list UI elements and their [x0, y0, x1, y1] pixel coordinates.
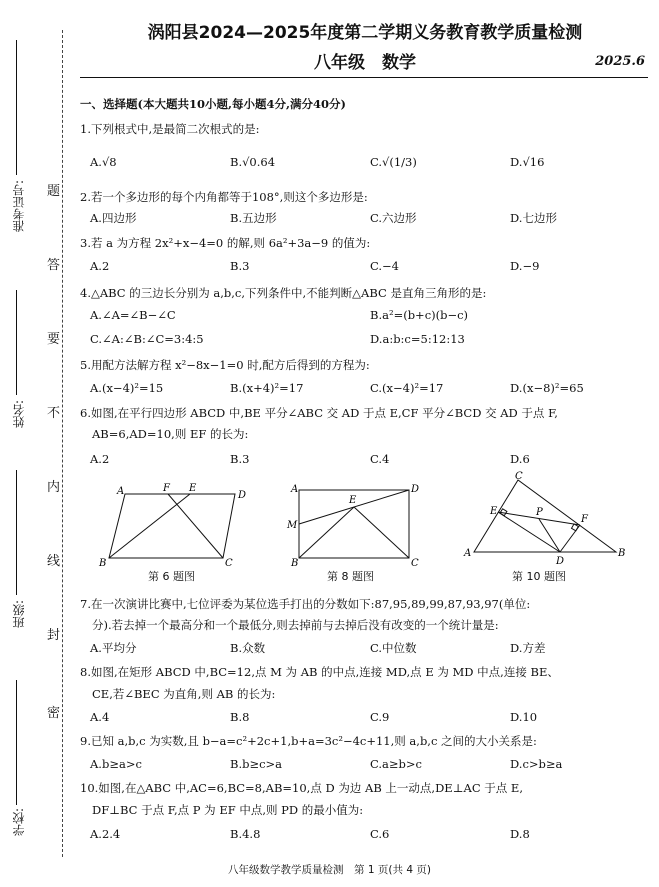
question-option: B.a²=(b+c)(b−c)	[370, 308, 469, 322]
question-option: B.3	[230, 452, 250, 466]
question-option: D.七边形	[510, 211, 557, 225]
label-C: C	[515, 471, 523, 482]
question-option: B.(x+4)²=17	[230, 381, 304, 395]
label-A: A	[464, 548, 472, 559]
question-option: B.五边形	[230, 211, 277, 225]
name-line	[16, 290, 17, 395]
question-option: C.a≥b>c	[370, 757, 422, 771]
seal-char: 线	[47, 548, 60, 571]
question-stem: 1.下列根式中,是最简二次根式的是:	[80, 122, 260, 136]
exam-subtitle: 八年级 数学	[314, 53, 416, 73]
seal-char: 内	[47, 474, 60, 497]
seal-char: 密	[47, 700, 60, 723]
question-stem: 3.若 a 为方程 2x²+x−4=0 的解,则 6a²+3a−9 的值为:	[80, 236, 371, 250]
question-option: D.−9	[510, 259, 540, 273]
question-option: B.8	[230, 710, 250, 724]
question-option: B.3	[230, 259, 250, 273]
question-option: D.c>b≥a	[510, 757, 563, 771]
seal-char: 要	[47, 326, 60, 349]
label-E: E	[349, 495, 357, 506]
exam-no-label: 准考证号:	[12, 180, 26, 233]
label-F: F	[163, 483, 170, 494]
label-D: D	[238, 490, 247, 501]
label-E: E	[189, 483, 197, 494]
question-option: A.2	[90, 259, 110, 273]
question-option: D.a:b:c=5:12:13	[370, 332, 465, 346]
label-C: C	[411, 558, 419, 569]
question-option: C.4	[370, 452, 390, 466]
question-option: A.2.4	[90, 827, 121, 841]
figure-6-caption: 第 6 题图	[148, 570, 195, 583]
question-option: C.(x−4)²=17	[370, 381, 444, 395]
question-option: D.√16	[510, 155, 545, 169]
question-option: C.9	[370, 710, 390, 724]
question-option: B.√0.64	[230, 155, 276, 169]
question-stem: 2.若一个多边形的每个内角都等于108°,则这个多边形是:	[80, 190, 368, 204]
question-option: A.√8	[90, 155, 117, 169]
label-A: A	[291, 484, 299, 495]
question-stem: 8.如图,在矩形 ABCD 中,BC=12,点 M 为 AB 的中点,连接 MD,点 E 为 MD 中点,连接 BE、	[80, 665, 559, 679]
label-B: B	[99, 558, 107, 569]
label-D: D	[556, 556, 565, 567]
figure-10-caption: 第 10 题图	[512, 570, 566, 583]
question-option: D.(x−8)²=65	[510, 381, 584, 395]
question-option: D.方差	[510, 641, 546, 655]
question-option: A.平均分	[90, 641, 137, 655]
class-line	[16, 470, 17, 595]
figure-10	[460, 470, 635, 570]
question-option: D.8	[510, 827, 530, 841]
question-option: C.6	[370, 827, 390, 841]
question-option: A.b≥a>c	[90, 757, 142, 771]
question-option: A.4	[90, 710, 110, 724]
figure-6	[95, 480, 255, 570]
label-B: B	[618, 548, 626, 559]
page-footer: 八年级数学教学质量检测 第 1 页(共 4 页)	[228, 864, 431, 876]
header-rule	[80, 77, 648, 78]
label-E: E	[490, 506, 498, 517]
exam-no-line	[16, 40, 17, 175]
question-option: A.2	[90, 452, 110, 466]
figure-8	[285, 480, 435, 570]
question-stem: 7.在一次演讲比赛中,七位评委为某位选手打出的分数如下:87,95,89,99,87,93,97(单位:	[80, 597, 531, 611]
question-option: C.∠A:∠B:∠C=3:4:5	[90, 332, 204, 346]
question-stem: 9.已知 a,b,c 为实数,且 b−a=c²+2c+1,b+a=3c²−4c+11,则 a,b,c 之间的大小关系是:	[80, 734, 537, 748]
label-D: D	[411, 484, 420, 495]
question-stem: 4.△ABC 的三边长分别为 a,b,c,下列条件中,不能判断△ABC 是直角三角形的是:	[80, 286, 487, 300]
question-stem-cont: DF⊥BC 于点 F,点 P 为 EF 中点,则 PD 的最小值为:	[92, 803, 364, 817]
class-label: 班级:	[12, 600, 26, 629]
label-A: A	[117, 486, 125, 497]
question-option: D.6	[510, 452, 530, 466]
seal-dashed-line	[62, 30, 63, 857]
question-option: C.中位数	[370, 641, 417, 655]
question-option: C.六边形	[370, 211, 417, 225]
question-stem: 10.如图,在△ABC 中,AC=6,BC=8,AB=10,点 D 为边 AB 上一动点,DE⊥AC 于点 E,	[80, 781, 523, 795]
binding-margin	[0, 0, 90, 887]
label-C: C	[225, 558, 233, 569]
exam-date: 2025.6	[595, 54, 645, 69]
question-stem-cont: 分).若去掉一个最高分和一个最低分,则去掉前与去掉后没有改变的一个统计量是:	[92, 618, 499, 632]
exam-title: 涡阳县2024—2025年度第二学期义务教育教学质量检测	[147, 23, 583, 43]
question-option: C.√(1/3)	[370, 155, 417, 169]
label-M: M	[287, 520, 298, 531]
question-option: A.∠A=∠B−∠C	[90, 308, 176, 322]
seal-char: 题	[47, 178, 60, 201]
question-option: A.四边形	[90, 211, 137, 225]
seal-char: 答	[47, 252, 60, 275]
seal-char: 不	[47, 400, 60, 423]
label-F: F	[581, 514, 588, 525]
name-label: 姓名:	[12, 400, 26, 429]
seal-char: 封	[47, 622, 60, 645]
question-option: D.10	[510, 710, 538, 724]
question-option: B.b≥c>a	[230, 757, 283, 771]
label-B: B	[291, 558, 299, 569]
question-option: C.−4	[370, 259, 399, 273]
question-stem: 6.如图,在平行四边形 ABCD 中,BE 平分∠ABC 交 AD 于点 E,CF 平分∠BCD 交 AD 于点 F,	[80, 406, 558, 420]
label-P: P	[536, 507, 543, 518]
question-stem-cont: AB=6,AD=10,则 EF 的长为:	[92, 427, 249, 441]
question-option: A.(x−4)²=15	[90, 381, 164, 395]
school-line	[16, 680, 17, 805]
question-stem: 5.用配方法解方程 x²−8x−1=0 时,配方后得到的方程为:	[80, 358, 370, 372]
question-option: B.4.8	[230, 827, 261, 841]
question-option: B.众数	[230, 641, 266, 655]
figure-8-caption: 第 8 题图	[327, 570, 374, 583]
school-label: 学校:	[12, 808, 26, 837]
section-heading: 一、选择题(本大题共10小题,每小题4分,满分40分)	[80, 97, 346, 111]
question-stem-cont: CE,若∠BEC 为直角,则 AB 的长为:	[92, 687, 276, 701]
